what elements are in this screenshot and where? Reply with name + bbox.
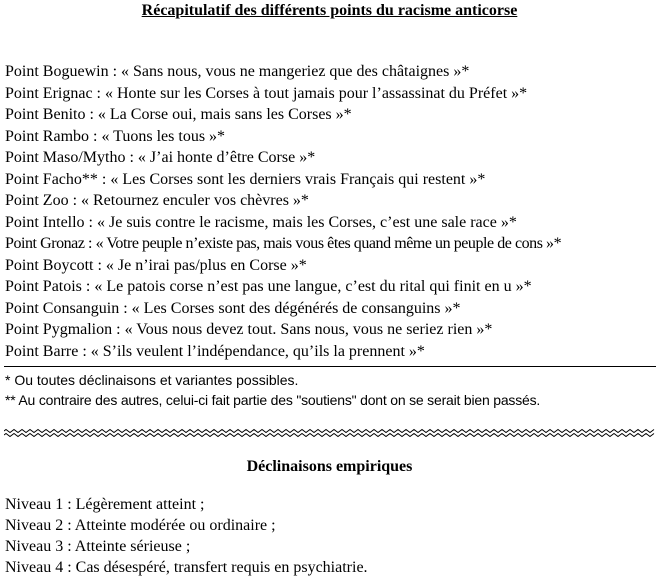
point-item-barre: Point Barre : « S’ils veulent l’indépendance, qu’ils la prennent »* bbox=[5, 342, 425, 360]
point-item-pygmalion: Point Pygmalion : « Vous nous devez tout. Sans nous, vous ne seriez rien »* bbox=[5, 321, 493, 338]
level-item-2: Niveau 2 : Atteinte modérée ou ordinaire ; bbox=[5, 517, 276, 534]
point-item-boguewin: Point Boguewin : « Sans nous, vous ne mangeriez que des châtaignes »* bbox=[5, 63, 470, 80]
footnote-double-asterisk: ** Au contraire des autres, celui-ci fait partie des "soutiens" dont on se serait bien passés. bbox=[5, 392, 541, 408]
footnote-single-asterisk: * Ou toutes déclinaisons et variantes possibles. bbox=[5, 372, 299, 388]
point-item-facho: Point Facho** : « Les Corses sont les derniers vrais Français qui restent »* bbox=[5, 170, 486, 188]
level-item-3: Niveau 3 : Atteinte sérieuse ; bbox=[5, 538, 191, 555]
level-item-4: Niveau 4 : Cas désespéré, transfert requis en psychiatrie. bbox=[5, 559, 368, 576]
section-subtitle: Déclinaisons empiriques bbox=[246, 458, 413, 475]
document-title: Récapitulatif des différents points du racisme anticorse bbox=[141, 2, 518, 19]
footnotes bbox=[5, 370, 657, 410]
point-item-erignac: Point Erignac : « Honte sur les Corses à tout jamais pour l’assassinat du Préfet »* bbox=[5, 84, 528, 102]
level-item-1: Niveau 1 : Légèrement atteint ; bbox=[5, 496, 205, 513]
point-item-maso-mytho: Point Maso/Mytho : « J’ai honte d’être Corse »* bbox=[5, 149, 316, 166]
wavy-separator bbox=[4, 428, 656, 438]
point-item-gronaz: Point Gronaz : « Votre peuple n’existe pas, mais vous êtes quand même un peuple de cons »* bbox=[5, 235, 562, 252]
levels-list bbox=[5, 494, 657, 578]
point-item-rambo: Point Rambo : « Tuons les tous »* bbox=[5, 127, 226, 145]
points-list bbox=[5, 61, 659, 362]
separator-line bbox=[4, 366, 656, 367]
point-item-zoo: Point Zoo : « Retournez enculer vos chèvres »* bbox=[5, 192, 309, 209]
point-item-boycott: Point Boycott : « Je n’irai pas/plus en Corse »* bbox=[5, 256, 307, 274]
point-item-intello: Point Intello : « Je suis contre le racisme, mais les Corses, c’est une sale race »* bbox=[5, 213, 517, 231]
point-item-patois: Point Patois : « Le patois corse n’est pas une langue, c’est du rital qui finit en u »* bbox=[5, 278, 532, 295]
point-item-benito: Point Benito : « La Corse oui, mais sans les Corses »* bbox=[5, 106, 352, 123]
point-item-consanguin: Point Consanguin : « Les Corses sont des dégénérés de consanguins »* bbox=[5, 299, 461, 317]
